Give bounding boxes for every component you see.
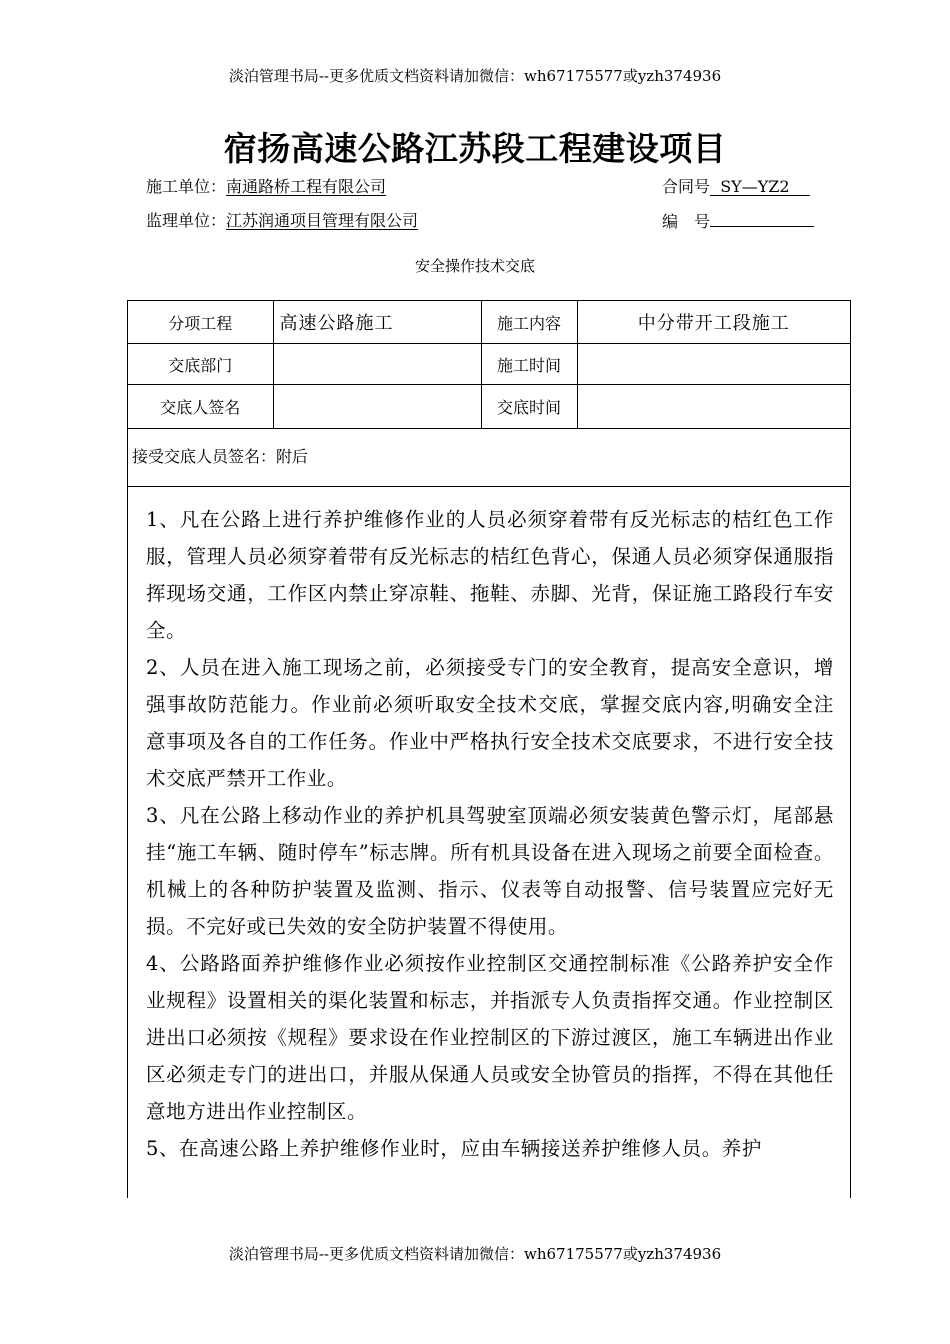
table-row — [128, 301, 850, 344]
supervisor-row — [146, 208, 826, 234]
construction-time-label: 施工时间 — [481, 344, 577, 385]
construction-time-value — [577, 344, 850, 385]
disclosure-dept-value — [273, 344, 481, 385]
sub-project-value: 高速公路施工 — [273, 301, 481, 344]
supervisor-label: 监理单位： — [146, 211, 227, 230]
form-subtitle: 安全操作技术交底 — [414, 257, 535, 275]
disclosure-form — [127, 300, 851, 1198]
contractor-label: 施工单位： — [146, 177, 227, 196]
discloser-signature-value — [273, 385, 481, 429]
contract-number-label: 合同号 — [662, 177, 711, 196]
construction-content-value: 中分带开工段施工 — [577, 301, 850, 344]
construction-content-label: 施工内容 — [481, 301, 577, 344]
contract-number-pad-right — [790, 177, 810, 196]
contract-number-pad-left — [710, 177, 720, 196]
discloser-signature-label: 交底人签名 — [128, 385, 273, 429]
info-table — [128, 301, 850, 429]
document-number-blank — [710, 208, 814, 227]
disclosure-time-value — [577, 385, 850, 429]
paragraph: 1、凡在公路上进行养护维修作业的人员必须穿着带有反光标志的桔红色工作服，管理人员必须穿着带有反光标志的桔红色背心，保通人员必须穿保通服指挥现场交通，工作区内禁止穿凉鞋、拖鞋、赤脚、光背，保证施工路段行车安全。 — [146, 508, 834, 642]
footer-banner: 淡泊管理书局--更多优质文档资料请加微信：wh67175577或yzh374936 — [228, 1245, 722, 1263]
paragraph: 4、公路路面养护维修作业必须按作业控制区交通控制标准《公路养护安全作业规程》设置相关的渠化装置和标志，并指派专人负责指挥交通。作业控制区进出口必须按《规程》要求设在作业控制区的下游过渡区，施工车辆进出作业区必须走专门的进出口，并服从保通人员或安全协管员的指挥，不得在其他任意地方进出作业控制区。 — [146, 952, 834, 1123]
document-title: 宿扬高速公路江苏段工程建设项目 — [223, 129, 727, 168]
receivers-signature-row: 接受交底人员签名：附后 — [128, 427, 850, 487]
disclosure-dept-label: 交底部门 — [128, 344, 273, 385]
contractor-field — [146, 174, 386, 200]
contract-number-value: SY—YZ2 — [720, 177, 790, 196]
supervisor-value: 江苏润通项目管理有限公司 — [226, 211, 419, 230]
table-row — [128, 344, 850, 385]
sub-project-label: 分项工程 — [128, 301, 273, 344]
disclosure-time-label: 交底时间 — [481, 385, 577, 429]
supervisor-field — [146, 208, 418, 234]
paragraph: 5、在高速公路上养护维修作业时，应由车辆接送养护维修人员。养护 — [146, 1137, 763, 1160]
paragraph: 3、凡在公路上移动作业的养护机具驾驶室顶端必须安装黄色警示灯，尾部悬挂“施工车辆、随时停车”标志牌。所有机具设备在进入现场之前要全面检查。机械上的各种防护装置及监测、指示、仪表等自动报警、信号装置应完好无损。不完好或已失效的安全防护装置不得使用。 — [146, 804, 834, 938]
contractor-row — [146, 174, 826, 200]
safety-instructions — [146, 501, 834, 1167]
contractor-value: 南通路桥工程有限公司 — [226, 177, 387, 196]
document-number-label: 编 号 — [662, 212, 711, 231]
paragraph: 2、人员在进入施工现场之前，必须接受专门的安全教育，提高安全意识，增强事故防范能力。作业前必须听取安全技术交底，掌握交底内容,明确安全注意事项及各自的工作任务。作业中严格执行安全技术交底要求，不进行安全技术交底严禁开工作业。 — [146, 656, 834, 790]
header-banner: 淡泊管理书局--更多优质文档资料请加微信：wh67175577或yzh374936 — [228, 67, 722, 85]
document-number-field — [662, 208, 814, 235]
contract-number-field — [662, 174, 810, 200]
table-row — [128, 385, 850, 429]
